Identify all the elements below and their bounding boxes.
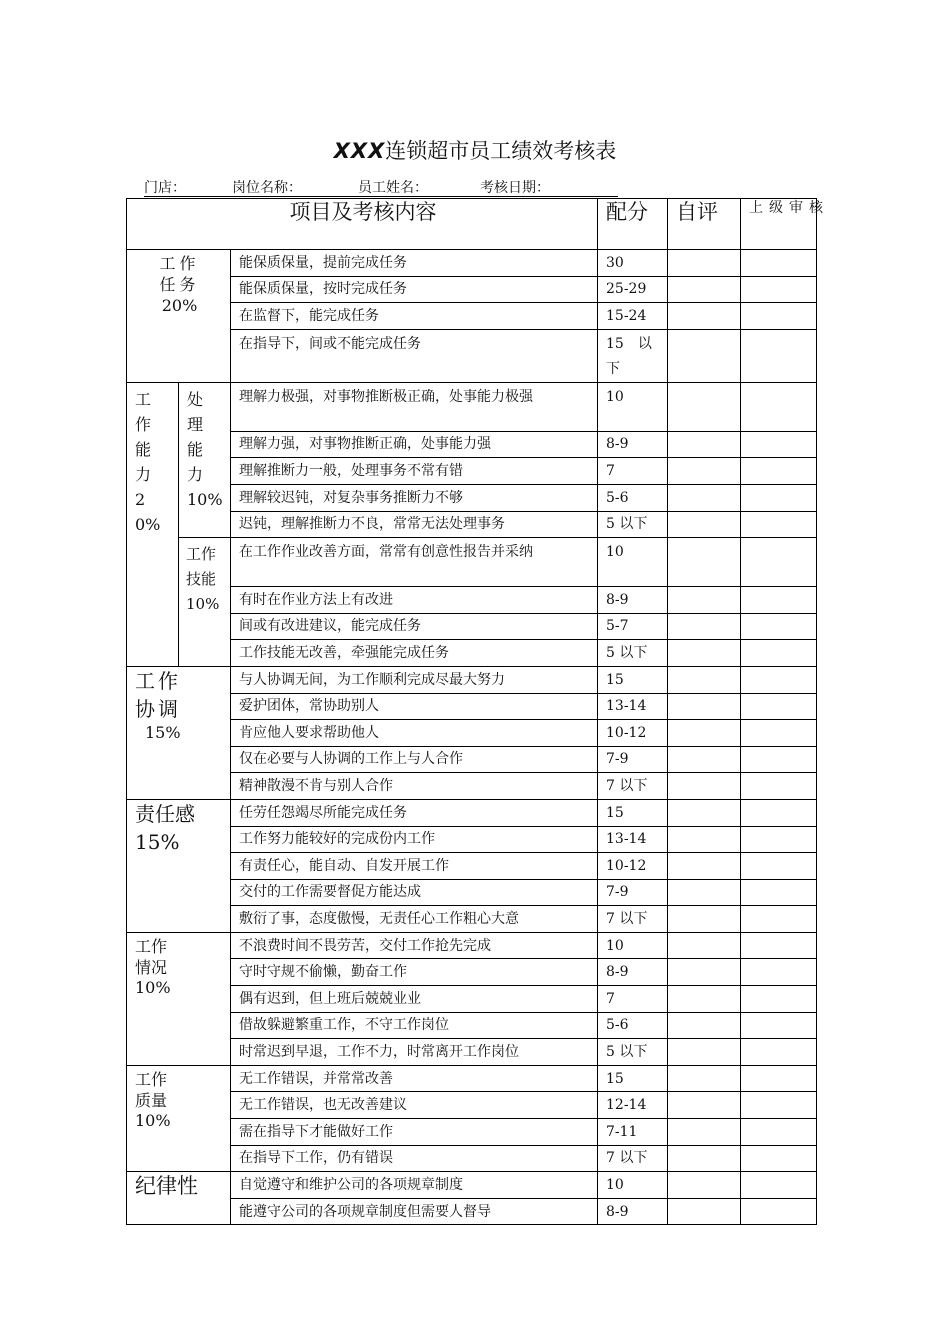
score-range: 10-12 (598, 720, 668, 747)
table-row (127, 538, 817, 587)
superior-cell[interactable] (741, 773, 817, 800)
self-eval-cell[interactable] (668, 1065, 741, 1092)
superior-cell[interactable] (741, 1145, 817, 1172)
category-ability-pct: 20% (135, 489, 161, 534)
table-row (127, 1198, 817, 1225)
criterion-text: 有责任心，能自动、自发开展工作 (231, 853, 598, 880)
criterion-text: 理解力强，对事物推断正确，处事能力强 (231, 431, 598, 458)
superior-cell[interactable] (741, 1065, 817, 1092)
category-ability-name: 工作能力 (135, 389, 152, 484)
table-row (127, 1065, 817, 1092)
self-eval-cell[interactable] (668, 303, 741, 330)
score-range: 5 以下 (598, 640, 668, 667)
criterion-text: 偶有迟到，但上班后兢兢业业 (231, 986, 598, 1013)
score-range: 5-7 (598, 613, 668, 640)
criterion-text: 能保质保量，提前完成任务 (231, 250, 598, 277)
criterion-text: 精神散漫不肯与别人合作 (231, 773, 598, 800)
table-row (127, 276, 817, 303)
table-row (127, 640, 817, 667)
score-range: 7-9 (598, 879, 668, 906)
table-row (127, 382, 817, 431)
score-range: 7 (598, 458, 668, 485)
superior-cell[interactable] (741, 853, 817, 880)
self-eval-cell[interactable] (668, 666, 741, 693)
meta-underline (144, 196, 618, 197)
criterion-text: 在指导下工作，仍有错误 (231, 1145, 598, 1172)
criterion-text: 任劳任怨竭尽所能完成任务 (231, 799, 598, 826)
superior-cell[interactable] (741, 1092, 817, 1119)
table-row (127, 826, 817, 853)
table-row (127, 1012, 817, 1039)
table-row (127, 303, 817, 330)
score-range: 8-9 (598, 959, 668, 986)
evaluation-table (126, 198, 829, 1225)
table-row (127, 959, 817, 986)
table-row (127, 853, 817, 880)
score-range: 10 (598, 1172, 668, 1199)
self-eval-cell[interactable] (668, 613, 741, 640)
score-range: 8-9 (598, 587, 668, 614)
criterion-text: 守时守规不偷懒，勤奋工作 (231, 959, 598, 986)
score-range: 7 以下 (598, 773, 668, 800)
score-range: 15 以下 (598, 329, 668, 382)
table-row (127, 773, 817, 800)
category-coordination (127, 666, 231, 799)
category-task-pct: 20% (161, 295, 198, 315)
superior-cell[interactable] (741, 484, 817, 511)
score-range: 13-14 (598, 693, 668, 720)
superior-cell[interactable] (741, 1039, 817, 1066)
superior-cell[interactable] (741, 906, 817, 933)
criterion-text: 在工作作业改善方面，常常有创意性报告并采纳 (231, 538, 598, 587)
store-label: 门店： (144, 180, 186, 196)
date-label: 考核日期： (480, 180, 550, 196)
superior-cell[interactable] (741, 720, 817, 747)
table-row (127, 458, 817, 485)
category-quality-name: 工作质量 (135, 1069, 168, 1110)
superior-cell[interactable] (741, 1119, 817, 1146)
table-row (127, 587, 817, 614)
position-label: 岗位名称： (232, 180, 302, 196)
category-ability (127, 382, 179, 666)
score-range: 5-6 (598, 484, 668, 511)
category-discipline (127, 1172, 231, 1225)
criterion-text: 工作努力能较好的完成份内工作 (231, 826, 598, 853)
score-range: 10 (598, 538, 668, 587)
self-eval-cell[interactable] (668, 484, 741, 511)
superior-cell[interactable] (741, 1012, 817, 1039)
criterion-text: 时常迟到早退，工作不力，时常离开工作岗位 (231, 1039, 598, 1066)
score-range: 15-24 (598, 303, 668, 330)
category-quality (127, 1065, 231, 1171)
score-range: 7-9 (598, 746, 668, 773)
self-eval-cell[interactable] (668, 1039, 741, 1066)
self-eval-cell[interactable] (668, 1119, 741, 1146)
self-eval-cell[interactable] (668, 906, 741, 933)
criterion-text: 理解较迟钝，对复杂事务推断力不够 (231, 484, 598, 511)
self-eval-cell[interactable] (668, 773, 741, 800)
score-range: 13-14 (598, 826, 668, 853)
criterion-text: 工作技能无改善，牵强能完成任务 (231, 640, 598, 667)
category-task-name: 工作任务 (159, 254, 200, 294)
self-eval-cell[interactable] (668, 693, 741, 720)
superior-cell[interactable] (741, 799, 817, 826)
superior-cell[interactable] (741, 431, 817, 458)
superior-cell[interactable] (741, 276, 817, 303)
self-eval-cell[interactable] (668, 853, 741, 880)
self-eval-cell[interactable] (668, 640, 741, 667)
table-row (127, 1145, 817, 1172)
table-row (127, 986, 817, 1013)
superior-cell[interactable] (741, 329, 817, 382)
score-range: 10 (598, 932, 668, 959)
superior-cell[interactable] (741, 693, 817, 720)
superior-cell[interactable] (741, 250, 817, 277)
self-eval-cell[interactable] (668, 720, 741, 747)
table-row (127, 250, 817, 277)
form-title (0, 135, 950, 165)
self-eval-cell[interactable] (668, 1172, 741, 1199)
superior-cell[interactable] (741, 879, 817, 906)
self-eval-cell[interactable] (668, 329, 741, 382)
table-row (127, 1119, 817, 1146)
criterion-text: 无工作错误，也无改善建议 (231, 1092, 598, 1119)
criterion-text: 肯应他人要求帮助他人 (231, 720, 598, 747)
self-eval-cell[interactable] (668, 879, 741, 906)
criterion-text: 有时在作业方法上有改进 (231, 587, 598, 614)
criterion-text: 理解推断力一般，处理事务不常有错 (231, 458, 598, 485)
criterion-text: 理解力极强，对事物推断极正确，处事能力极强 (231, 382, 598, 431)
table-row (127, 329, 817, 382)
criterion-text: 爱护团体，常协助别人 (231, 693, 598, 720)
score-range: 5 以下 (598, 1039, 668, 1066)
header-score: 配分 (598, 199, 668, 250)
subcategory-skill (179, 538, 231, 667)
self-eval-cell[interactable] (668, 826, 741, 853)
criterion-text: 需在指导下才能做好工作 (231, 1119, 598, 1146)
subcategory-skill-pct: 10% (186, 595, 220, 614)
criterion-text: 借故躲避繁重工作，不守工作岗位 (231, 1012, 598, 1039)
criterion-text: 间或有改进建议，能完成任务 (231, 613, 598, 640)
table-row (127, 1092, 817, 1119)
score-range: 7 以下 (598, 1145, 668, 1172)
category-discipline-name: 纪律性 (135, 1174, 198, 1199)
superior-cell[interactable] (741, 959, 817, 986)
superior-cell[interactable] (741, 303, 817, 330)
self-eval-cell[interactable] (668, 1145, 741, 1172)
table-row (127, 484, 817, 511)
score-range: 8-9 (598, 431, 668, 458)
table-row (127, 613, 817, 640)
subcategory-handling-pct: 10% (187, 489, 223, 509)
self-eval-cell[interactable] (668, 587, 741, 614)
table-row (127, 906, 817, 933)
superior-cell[interactable] (741, 826, 817, 853)
self-eval-cell[interactable] (668, 959, 741, 986)
superior-cell[interactable] (741, 1172, 817, 1199)
header-self-eval: 自评 (668, 199, 741, 250)
superior-cell[interactable] (741, 746, 817, 773)
superior-cell[interactable] (741, 587, 817, 614)
self-eval-cell[interactable] (668, 382, 741, 431)
self-eval-cell[interactable] (668, 746, 741, 773)
superior-cell[interactable] (741, 666, 817, 693)
score-range: 10-12 (598, 853, 668, 880)
score-range: 7 (598, 986, 668, 1013)
score-range: 5 以下 (598, 511, 668, 538)
score-range: 7 以下 (598, 906, 668, 933)
criterion-text: 能保质保量，按时完成任务 (231, 276, 598, 303)
category-attitude (127, 932, 231, 1065)
subcategory-handling-name: 处理能力 (187, 389, 204, 484)
table-row (127, 693, 817, 720)
criterion-text: 与人协调无间，为工作顺利完成尽最大努力 (231, 666, 598, 693)
category-responsibility (127, 799, 231, 932)
category-responsibility-pct: 15% (135, 829, 180, 854)
score-range: 12-14 (598, 1092, 668, 1119)
self-eval-cell[interactable] (668, 511, 741, 538)
criterion-text: 无工作错误，并常常改善 (231, 1065, 598, 1092)
table-row (127, 1039, 817, 1066)
table-row (127, 932, 817, 959)
employee-label: 员工姓名： (358, 180, 428, 196)
self-eval-cell[interactable] (668, 276, 741, 303)
title-main: 连锁超市员工绩效考核表 (385, 139, 617, 163)
score-range: 15 (598, 1065, 668, 1092)
self-eval-cell[interactable] (668, 538, 741, 587)
table-row (127, 799, 817, 826)
criterion-text: 交付的工作需要督促方能达成 (231, 879, 598, 906)
category-task (127, 250, 231, 383)
self-eval-cell[interactable] (668, 932, 741, 959)
superior-cell[interactable] (741, 458, 817, 485)
table-row (127, 511, 817, 538)
header-content: 项目及考核内容 (127, 199, 598, 250)
subcategory-skill-name: 工作技能 (186, 545, 217, 589)
superior-cell[interactable] (741, 986, 817, 1013)
superior-cell[interactable] (741, 382, 817, 431)
category-responsibility-name: 责任感 (135, 801, 195, 826)
score-range: 30 (598, 250, 668, 277)
self-eval-cell[interactable] (668, 1012, 741, 1039)
self-eval-cell[interactable] (668, 431, 741, 458)
score-range: 7-11 (598, 1119, 668, 1146)
category-coordination-name: 工作协调 (135, 668, 181, 721)
superior-cell[interactable] (741, 1198, 817, 1225)
score-range: 15 (598, 799, 668, 826)
category-coordination-pct: 15% (145, 722, 181, 742)
criterion-text: 仅在必要与人协调的工作上与人合作 (231, 746, 598, 773)
self-eval-cell[interactable] (668, 986, 741, 1013)
table-row (127, 879, 817, 906)
superior-cell[interactable] (741, 640, 817, 667)
self-eval-cell[interactable] (668, 458, 741, 485)
criterion-text: 在监督下，能完成任务 (231, 303, 598, 330)
table-row (127, 720, 817, 747)
category-attitude-pct: 10% (135, 978, 171, 998)
score-range: 8-9 (598, 1198, 668, 1225)
score-range: 25-29 (598, 276, 668, 303)
table-row (127, 746, 817, 773)
criterion-text: 自觉遵守和维护公司的各项规章制度 (231, 1172, 598, 1199)
table-header (127, 199, 817, 250)
criterion-text: 在指导下，间或不能完成任务 (231, 329, 598, 382)
category-attitude-name: 工作情况 (135, 936, 168, 977)
table-row (127, 666, 817, 693)
header-superior-review: 上级审核 (741, 199, 817, 250)
table-row (127, 431, 817, 458)
superior-cell[interactable] (741, 511, 817, 538)
criterion-text: 不浪费时间不畏劳苦，交付工作抢先完成 (231, 932, 598, 959)
criterion-text: 迟钝，理解推断力不良，常常无法处理事务 (231, 511, 598, 538)
self-eval-cell[interactable] (668, 1198, 741, 1225)
score-range: 10 (598, 382, 668, 431)
criterion-text: 敷衍了事，态度傲慢，无责任心工作粗心大意 (231, 906, 598, 933)
score-range: 5-6 (598, 1012, 668, 1039)
self-eval-cell[interactable] (668, 1092, 741, 1119)
self-eval-cell[interactable] (668, 250, 741, 277)
self-eval-cell[interactable] (668, 799, 741, 826)
score-range: 15 (598, 666, 668, 693)
category-quality-pct: 10% (135, 1111, 171, 1131)
title-prefix: XXX (333, 139, 386, 163)
superior-cell[interactable] (741, 538, 817, 587)
criterion-text: 能遵守公司的各项规章制度但需要人督导 (231, 1198, 598, 1225)
superior-cell[interactable] (741, 932, 817, 959)
superior-cell[interactable] (741, 613, 817, 640)
table-row (127, 1172, 817, 1199)
subcategory-handling (179, 382, 231, 537)
